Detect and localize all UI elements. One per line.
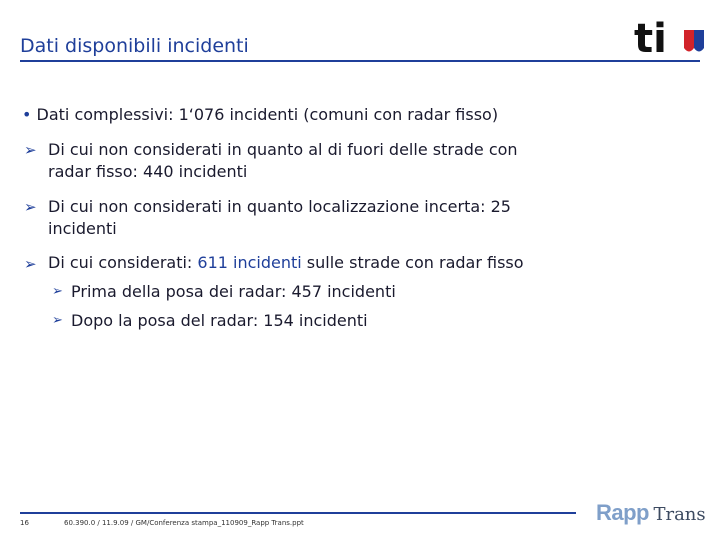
- title-divider: [20, 60, 700, 62]
- item-3-highlight: 611 incidenti: [197, 253, 302, 272]
- sub-item-2: Dopo la posa del radar: 154 incidenti: [71, 311, 368, 330]
- ticino-logo: [634, 18, 704, 58]
- ticino-logo-text: ti: [634, 18, 667, 58]
- arrow-bullet-icon: ➢: [24, 141, 37, 159]
- bullet-dot-icon: •: [22, 105, 32, 124]
- slide-title: Dati disponibili incidenti: [20, 35, 249, 57]
- footer-reference: 60.390.0 / 11.9.09 / GM/Conferenza stampa_110909_Rapp Trans.ppt: [64, 519, 304, 527]
- sub-item-1: Prima della posa dei radar: 457 incidenti: [71, 282, 396, 301]
- item-1-line-2: radar fisso: 440 incidenti: [48, 162, 248, 181]
- page-number: 16: [20, 519, 29, 527]
- item-3-suffix: sulle strade con radar fisso: [301, 253, 524, 272]
- sub-arrow-bullet-icon: ➢: [52, 313, 63, 328]
- main-bullet: [22, 104, 498, 126]
- trans-logo-text: Trans: [653, 504, 706, 525]
- arrow-bullet-icon: ➢: [24, 255, 37, 273]
- item-3-prefix: Di cui considerati:: [48, 253, 198, 272]
- main-bullet-text: Dati complessivi: 1‘076 incidenti (comuni con radar fisso): [36, 105, 499, 124]
- footer-divider: [20, 512, 576, 514]
- sub-arrow-bullet-icon: ➢: [52, 284, 63, 299]
- item-3: [48, 252, 524, 274]
- item-2-line-2: incidenti: [48, 219, 117, 238]
- arrow-bullet-icon: ➢: [24, 198, 37, 216]
- rapp-logo-text: Rapp: [596, 500, 649, 525]
- item-1-line-1: Di cui non considerati in quanto al di fuori delle strade con: [48, 140, 518, 159]
- rapp-trans-logo: [596, 500, 706, 526]
- ticino-shield-icon: [684, 30, 704, 52]
- item-2-line-1: Di cui non considerati in quanto localizzazione incerta: 25: [48, 197, 511, 216]
